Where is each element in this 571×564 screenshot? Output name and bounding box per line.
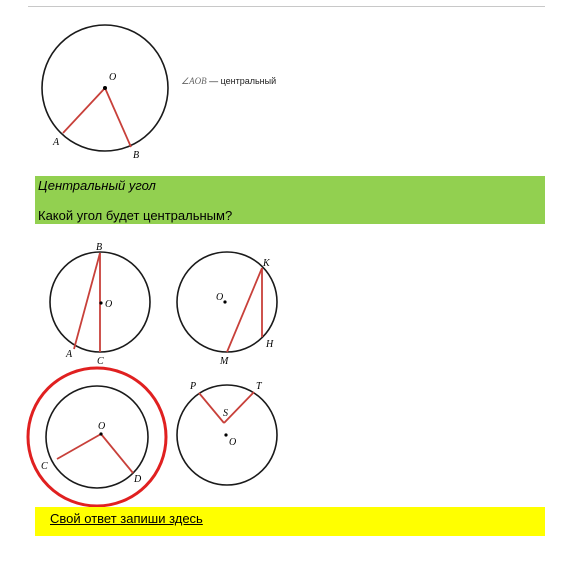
label-o: O [109, 72, 117, 83]
label-o: O [229, 437, 237, 448]
label-m: M [220, 356, 229, 367]
option-kmh-figure[interactable] [172, 248, 287, 373]
label-s: S [223, 408, 228, 419]
angle-aob-label: ∠AOB [181, 76, 207, 86]
label-b: B [96, 242, 103, 253]
label-o: O [216, 292, 224, 303]
caption-text: — центральный [206, 76, 277, 86]
task-header [35, 176, 545, 224]
option-pst-figure[interactable] [172, 378, 287, 493]
label-a: A [53, 137, 60, 148]
option-abc-figure[interactable] [45, 240, 160, 370]
label-k: K [263, 258, 270, 269]
section-title: Центральный угол [38, 178, 156, 193]
question-text: Какой угол будет центральным? [38, 208, 233, 223]
option-cod-figure[interactable] [25, 365, 175, 515]
label-a: A [66, 349, 73, 360]
label-c: C [41, 461, 48, 472]
label-p: P [190, 381, 197, 392]
top-divider [28, 6, 545, 7]
example-caption [181, 76, 276, 87]
label-d: D [134, 474, 142, 485]
label-c: C [97, 356, 104, 367]
label-o: O [105, 299, 113, 310]
label-t: T [256, 381, 262, 392]
example-central-angle-figure [40, 20, 180, 165]
answer-box [35, 507, 545, 536]
label-b: B [133, 150, 140, 161]
label-h: H [266, 339, 274, 350]
label-o: O [98, 421, 106, 432]
answer-link[interactable]: Свой ответ запиши здесь [50, 511, 203, 526]
